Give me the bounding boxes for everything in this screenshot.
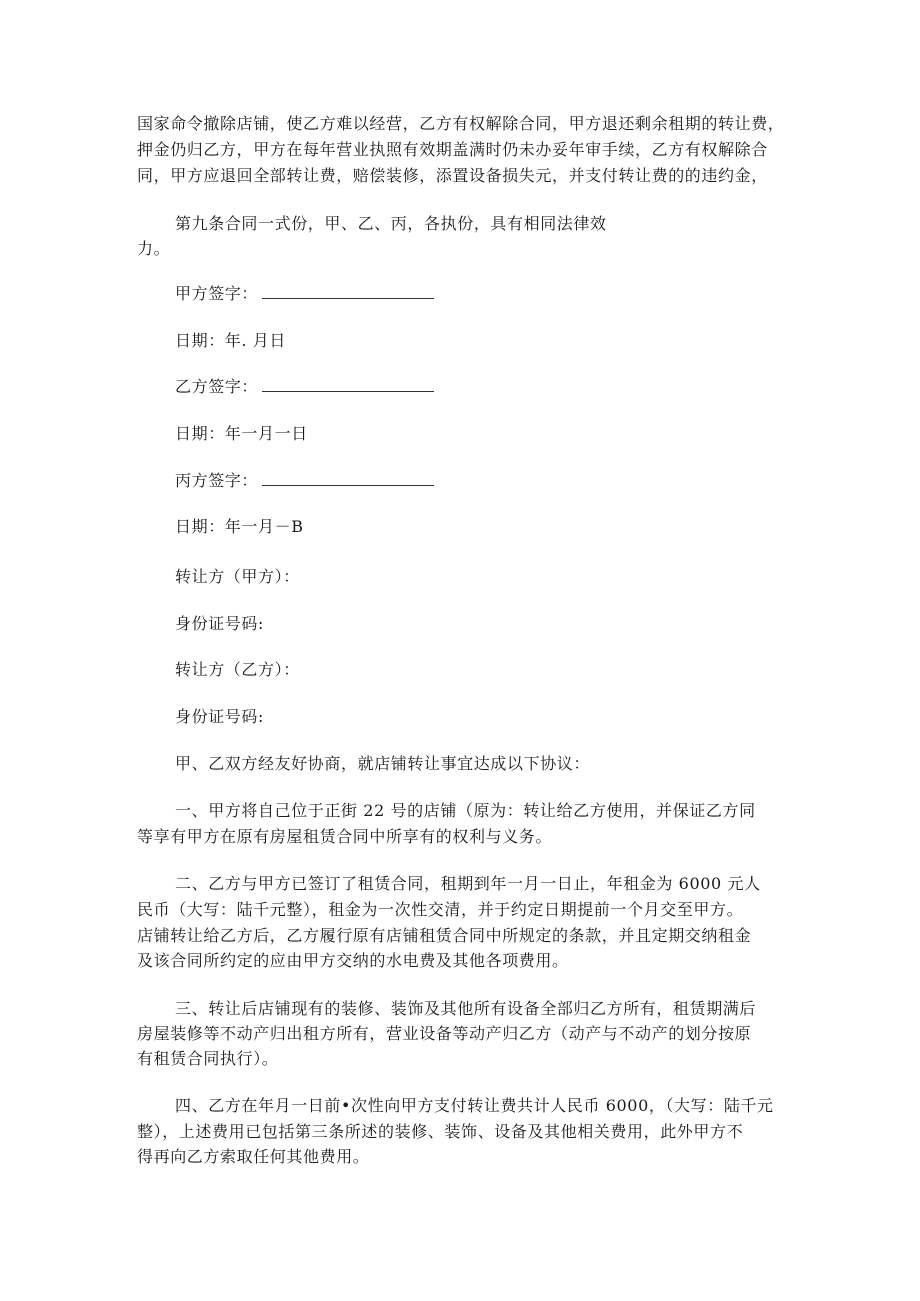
party-b-signature [175, 376, 434, 398]
clause1-line-1: 一、甲方将自己位于正街 22 号的店铺（原为：转让给乙方使用，并保证乙方同 [175, 801, 756, 820]
transferor-label: 转让方（甲方）： [175, 567, 300, 586]
clause4-line-3: 得再向乙方索取任何其他费用。 [137, 1147, 370, 1166]
party-b-signature-label: 乙方签字： [175, 377, 259, 396]
clause2-line-1: 二、乙方与甲方已签订了租赁合同，租期到年一月一日止，年租金为 6000 元人 [175, 874, 761, 893]
clause2-line-4: 及该合同所约定的应由甲方交纳的水电费及其他各项费用。 [137, 951, 569, 970]
party-c-signature-label: 丙方签字： [175, 471, 259, 490]
clause4-line-2: 整），上述费用已包括第三条所述的装修、装饰、设备及其他相关费用，此外甲方不 [137, 1122, 744, 1141]
transferee-label: 转让方（乙方）： [175, 660, 300, 679]
preamble: 甲、乙双方经友好协商，就店铺转让事宜达成以下协议： [175, 754, 591, 773]
party-b-signature-line[interactable] [262, 377, 434, 392]
clause3-line-2: 房屋装修等不动产归出租方所有，营业设备等动产归乙方（动产与不动产的划分按原 [137, 1024, 752, 1043]
clause1-line-2: 等享有甲方在原有房屋租赁合同中所享有的权利与义务。 [137, 827, 553, 846]
article9-line-2: 力。 [137, 239, 171, 258]
clause2-line-2: 民币（大写：陆千元整），租金为一次性交清，并于约定日期提前一个月交至甲方。 [137, 900, 744, 919]
intro-line-1: 国家命令撤除店铺，使乙方难以经营，乙方有权解除合同，甲方退还剩余租期的转让费， [137, 114, 785, 133]
clause3-line-1: 三、转让后店铺现有的装修、装饰及其他所有设备全部归乙方所有，租赁期满后 [175, 999, 757, 1018]
date-1: 日期：年. 月日 [175, 331, 286, 350]
party-c-signature [175, 470, 434, 492]
id-number-2: 身份证号码: [175, 707, 264, 726]
article9-line-1: 第九条合同一式份，甲、乙、丙，各执份，具有相同法律效 [175, 214, 607, 233]
party-a-signature-label: 甲方签字： [175, 284, 259, 303]
id-number-1: 身份证号码: [175, 614, 264, 633]
date-3: 日期：年一月－B [175, 517, 304, 536]
clause2-line-3: 店铺转让给乙方后，乙方履行原有店铺租赁合同中所规定的条款，并且定期交纳租金 [137, 926, 752, 945]
intro-line-3: 同，甲方应退回全部转让费，赔偿装修，添置设备损失元，并支付转让费的的违约金， [137, 166, 768, 185]
party-a-signature-line[interactable] [262, 284, 434, 299]
party-a-signature [175, 283, 434, 305]
clause3-line-3: 有租赁合同执行）。 [137, 1049, 279, 1068]
date-2: 日期：年一月一日 [175, 424, 308, 443]
party-c-signature-line[interactable] [262, 471, 434, 486]
clause4-line-1: 四、乙方在年月一日前•次性向甲方支付转让费共计人民币 6000，（大写：陆千元 [175, 1096, 774, 1115]
intro-line-2: 押金仍归乙方，甲方在每年营业执照有效期盖满时仍未办妥年审手续，乙方有权解除合 [137, 140, 768, 159]
